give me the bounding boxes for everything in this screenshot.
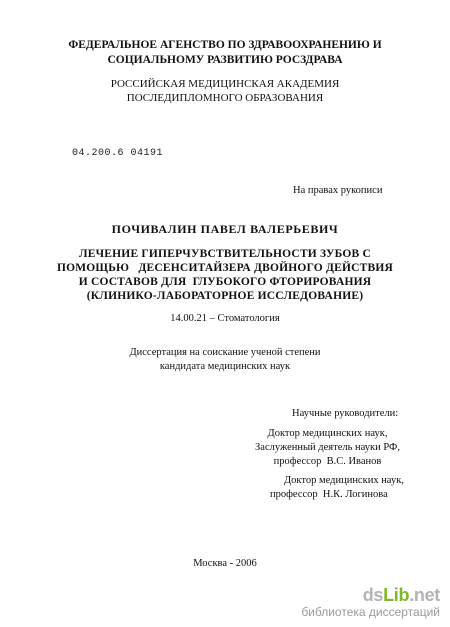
title-line-1: ЛЕЧЕНИЕ ГИПЕРЧУВСТВИТЕЛЬНОСТИ ЗУБОВ С <box>79 248 371 260</box>
logo-net: .net <box>409 585 440 605</box>
supervisor-first-line-3: профессор В.С. Иванов <box>273 456 382 467</box>
watermark-subtitle: библиотека диссертаций <box>301 605 440 619</box>
supervisor-first <box>235 427 420 469</box>
degree-statement <box>0 346 450 374</box>
specialty: 14.00.21 – Стоматология <box>170 313 280 324</box>
dslib-watermark[interactable] <box>301 586 440 619</box>
supervisor-first-line-1: Доктор медицинских наук, <box>267 428 388 439</box>
logo-lib: Lib <box>383 585 410 605</box>
academy-line-1: РОССИЙСКАЯ МЕДИЦИНСКАЯ АКАДЕМИЯ <box>110 78 340 90</box>
logo-ds: ds <box>362 585 384 605</box>
author-name: ПОЧИВАЛИН ПАВЕЛ ВАЛЕРЬЕВИЧ <box>111 222 339 236</box>
agency-line-2: СОЦИАЛЬНОМУ РАЗВИТИЮ РОСЗДРАВА <box>107 54 343 66</box>
academy-heading <box>0 77 450 105</box>
thesis-title <box>0 247 450 303</box>
supervisor-second <box>270 474 404 502</box>
dslib-logo <box>301 586 440 604</box>
degree-line-1: Диссертация на соискание ученой степени <box>129 347 321 358</box>
registry-number: 04.200.6 04191 <box>72 148 164 159</box>
manuscript-rights: На правах рукописи <box>293 185 383 196</box>
city-year: Москва - 2006 <box>193 558 257 569</box>
supervisor-second-line-1: Доктор медицинских наук, <box>284 475 404 486</box>
supervisors-label: Научные руководители: <box>292 408 399 419</box>
academy-line-2: ПОСЛЕДИПЛОМНОГО ОБРАЗОВАНИЯ <box>126 92 324 104</box>
degree-line-2: кандидата медицинских наук <box>159 361 291 372</box>
agency-line-1: ФЕДЕРАЛЬНОЕ АГЕНСТВО ПО ЗДРАВООХРАНЕНИЮ И <box>68 39 382 51</box>
title-line-2: ПОМОЩЬЮ ДЕСЕНСИТАЙЗЕРА ДВОЙНОГО ДЕЙСТВИЯ <box>56 262 394 274</box>
supervisor-first-line-2: Заслуженный деятель науки РФ, <box>255 442 400 453</box>
title-line-4: (КЛИНИКО-ЛАБОРАТОРНОЕ ИССЛЕДОВАНИЕ) <box>86 290 364 302</box>
supervisor-second-line-2: профессор Н.К. Логинова <box>270 489 388 500</box>
agency-heading <box>0 38 450 68</box>
title-line-3: И СОСТАВОВ ДЛЯ ГЛУБОКОГО ФТОРИРОВАНИЯ <box>78 276 372 288</box>
